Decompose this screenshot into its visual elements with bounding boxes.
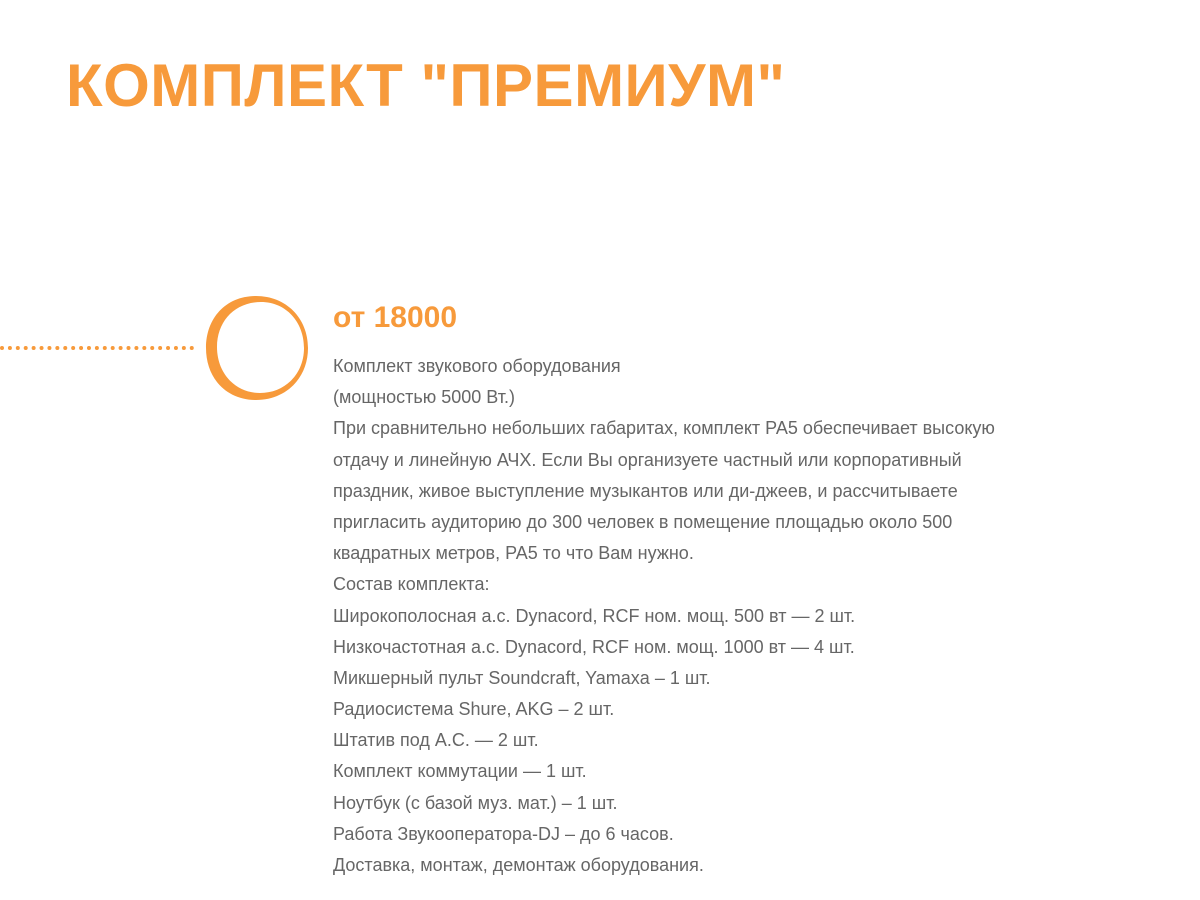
description-line: Работа Звукооператора-DJ – до 6 часов.: [333, 823, 674, 844]
dotted-divider: [0, 346, 194, 350]
description-line: отдачу и линейную АЧХ. Если Вы организуете частный или корпоративный: [333, 449, 962, 470]
description-list: [333, 351, 1113, 881]
description-line: Микшерный пульт Soundcraft, Yamaxa – 1 шт.: [333, 667, 711, 688]
description-line: Широкополосная а.с. Dynacord, RCF ном. мощ. 500 вт — 2 шт.: [333, 605, 856, 626]
description-line: Доставка, монтаж, демонтаж оборудования.: [333, 855, 704, 875]
description-line: Штатив под А.С. — 2 шт.: [333, 730, 539, 751]
description-line: (мощностью 5000 Вт.): [333, 387, 515, 408]
description-line: При сравнительно небольших габаритах, комплект PA5 обеспечивает высокую: [333, 418, 995, 439]
description-line: Низкочастотная а.с. Dynacord, RCF ном. мощ. 1000 вт — 4 шт.: [333, 636, 855, 657]
ring-icon: [198, 290, 314, 406]
page-title: КОМПЛЕКТ "ПРЕМИУМ": [66, 52, 786, 119]
description-line: Комплект звукового оборудования: [333, 356, 621, 376]
description-line: квадратных метров, PA5 то что Вам нужно.: [333, 543, 694, 564]
description-line: Ноутбук (с базой муз. мат.) – 1 шт.: [333, 792, 618, 813]
description-line: Комплект коммутации — 1 шт.: [333, 761, 587, 782]
description-line: праздник, живое выступление музыкантов или ди-джеев, и рассчитываете: [333, 480, 958, 501]
description-line: Состав комплекта:: [333, 574, 490, 595]
description-line: пригласить аудиторию до 300 человек в помещение площадью около 500: [333, 511, 953, 532]
description-line: Радиосистема Shure, AKG – 2 шт.: [333, 699, 615, 720]
price-label: от 18000: [333, 301, 458, 334]
